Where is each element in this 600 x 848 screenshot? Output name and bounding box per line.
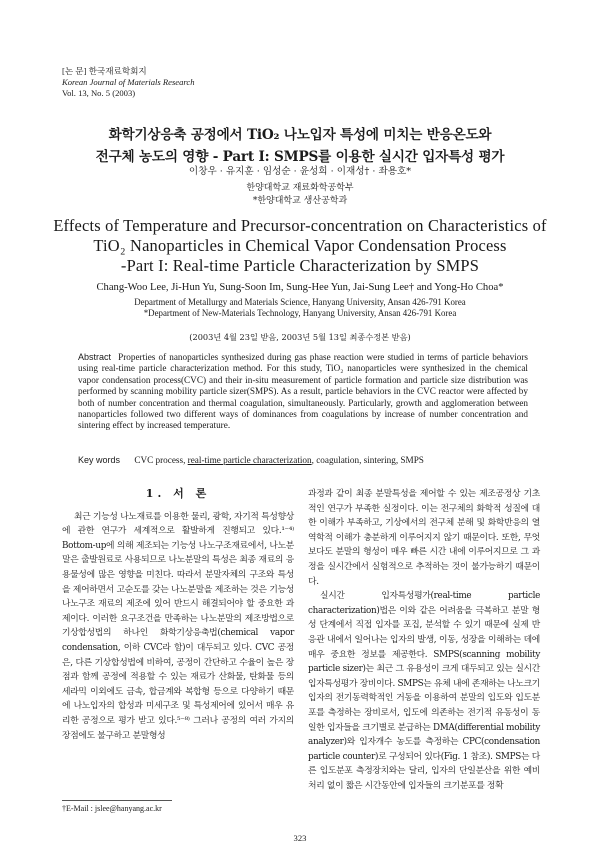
abstract-label: Abstract [78,352,112,362]
english-title-line-3: -Part I: Real-time Particle Characterization by SMPS [120,256,480,275]
english-affiliation-1: Department of Metallurgy and Materials Science, Hanyang University, Ansan 426-791 Korea [134,297,466,307]
korean-affiliation-2: *한양대학교 생산공학과 [252,196,348,206]
korean-title [40,124,560,168]
korean-affiliation-1: 한양대학교 재료화학공학부 [246,183,354,193]
abstract [78,352,528,432]
left-column [62,481,294,743]
journal-korean-name: [논 문] 한국재료학회지 [62,66,147,76]
journal-volume: Vol. 13, No. 5 (2003) [62,88,136,98]
english-affiliation-2: *Department of New-Materials Technology, Hanyang University, Ansan 426-791 Korea [143,308,457,318]
english-authors: Chang-Woo Lee, Ji-Hun Yu, Sung-Soon Im, Sung-Hee Yun, Jai-Sung Lee† and Yong-Ho Choa* [96,282,504,293]
english-title-line-1: Effects of Temperature and Precursor-concentration on Characteristics of [53,216,547,235]
journal-header [62,66,195,99]
journal-english-name: Korean Journal of Materials Research [62,77,195,87]
english-affiliations [30,297,570,319]
korean-affiliations [40,182,560,208]
keywords-part-2: real-time particle characterization [187,455,312,465]
keywords-part-3: , coagulation, sintering, SMPS [311,455,424,465]
right-column [308,487,540,793]
section-title-introduction: 1. 서 론 [145,487,211,500]
received-dates: (2003년 4월 23일 받음, 2003년 5월 13일 최종수정본 받음) [189,332,411,342]
right-column-paragraph-1: 과정과 같이 최종 분말특성을 제어할 수 있는 제조공정상 기초적인 연구가 부족한 실정이다. 이는 전구체의 화학적 성질에 대한 이해가 부족하고, 기상에서의 전구체 분해 및 화학반응의 열역학적 이해가 충분하게 이루어지지 않기 때문이다. 또한, 무엇보다도 분말의 형성이 매우 빠른 시간 내에 이루어지므로 그 과정을 실시간에서 실험적으로 추적하는 것이 불가능하기 때문이다. [308,489,540,587]
english-title-line-2: TiO₂ Nanoparticles in Chemical Vapor Condensation Process [93,236,507,255]
keywords [78,455,528,466]
korean-authors: 이창우 · 유지훈 · 임성순 · 윤성희 · 이재성† · 좌용호* [188,166,412,177]
keywords-label: Key words [78,455,121,465]
footnote-divider [62,800,172,801]
left-column-paragraph-1: 최근 기능성 나노재료를 이용한 물리, 광학, 자기적 특성향상에 관한 연구가 세계적으로 활발하게 진행되고 있다.¹⁻⁴⁾ Bottom-up에 의해 제조되는 기능성 나노구조재료에서, 나노분말은 출발원료로 사용되므로 나노분말의 특성은 최종 재료의 응용물성에 많은 영향을 미친다. 따라서 분말자체의 구조와 특성을 제어하면서 고순도를 갖는 나노분말을 제조하는 것은 기능성 나노구조 재료의 제조에 있어 반드시 해결되어야 할 중요한 과제이다. 이러한 요구조건을 만족하는 나노분말의 제조방법으로 기상합성법의 하나인 화학기상응축법(chemical vapor condensation, 이하 CVC라 함)이 대두되고 있다. CVC 공정은, 다른 기상합성법에 비하여, 공정이 간단하고 수율이 높은 장점과 함께 공정에 적용할 수 있는 재료가 산화물, 탄화물 등의 세라믹 이외에도 금속, 합금계와 복합형 등으로 다양하기 때문에 나노입자의 합성과 미세구조 및 특성제어에 있어서 매우 유리한 공정으로 평가 받고 있다.⁵⁻⁸⁾ 그러나 공정의 여러 가지의 장점에도 불구하고 분말형성 [62,511,294,741]
korean-title-line-2: 전구체 농도의 영향 - Part I: SMPS를 이용한 실시간 입자특성 평가 [95,149,505,165]
abstract-text: Properties of nanoparticles synthesized during gas phase reaction were studied in terms of particle behaviors using real-time particle characterization method. For this study, TiO₂ nanoparticles were synthesized in the chemical vapor condensation process(CVC) and their in-situ measurement of particle formation and particle size distribution was performed by scanning mobility particle sizer(SMPS). As a result, particle behaviors in the CVC reactor were affected by both of number concentration and thermal coagulation, simultaneously. Particularly, growth and agglomeration between nanoparticles followed two different ways of dominances from coagulations by increase of number concentration and sintering effect by increased temperature. [78,352,528,431]
page-number: 323 [293,833,307,843]
korean-title-line-1: 화학기상응축 공정에서 TiO₂ 나노입자 특성에 미치는 반응온도와 [108,127,492,143]
corresponding-email-footnote: †E-Mail : jslee@hanyang.ac.kr [62,804,162,813]
keywords-part-1: CVC process, [134,455,186,465]
english-title [20,216,580,276]
right-column-paragraph-2: 실시간 입자특성평가(real-time particle characterization)법은 이와 같은 어려움을 극복하고 분말 형성 단계에서 직접 입자를 포집, 분석할 수 있기 때문에 실제 반응관 내에서 일어나는 입자의 발생, 이동, 성장을 이해하는 데에 매우 중요한 정보를 제공한다. SMPS(scanning mobility particle sizer)는 최근 그 유용성이 크게 대두되고 있는 실시간 입자특성평가 장비이다. SMPS는 유체 내에 존재하는 나노크기 입자의 전기동력학적인 거동을 이용하여 분말의 입도와 입도분포를 측정하는 장비로서, 입도에 의존하는 전기적 유동성이 동일한 입자들을 크기별로 분급하는 DMA(differential mobility analyzer)와 입자개수 농도를 측정하는 CPC(condensation particle counter)로 구성되어 있다(Fig. 1 참조). SMPS는 다른 입도분포 측정장치와는 달리, 입자의 단일분산을 위한 예비처리 없이 짧은 시간동안에 입자들의 크기분포를 정확 [308,591,540,791]
